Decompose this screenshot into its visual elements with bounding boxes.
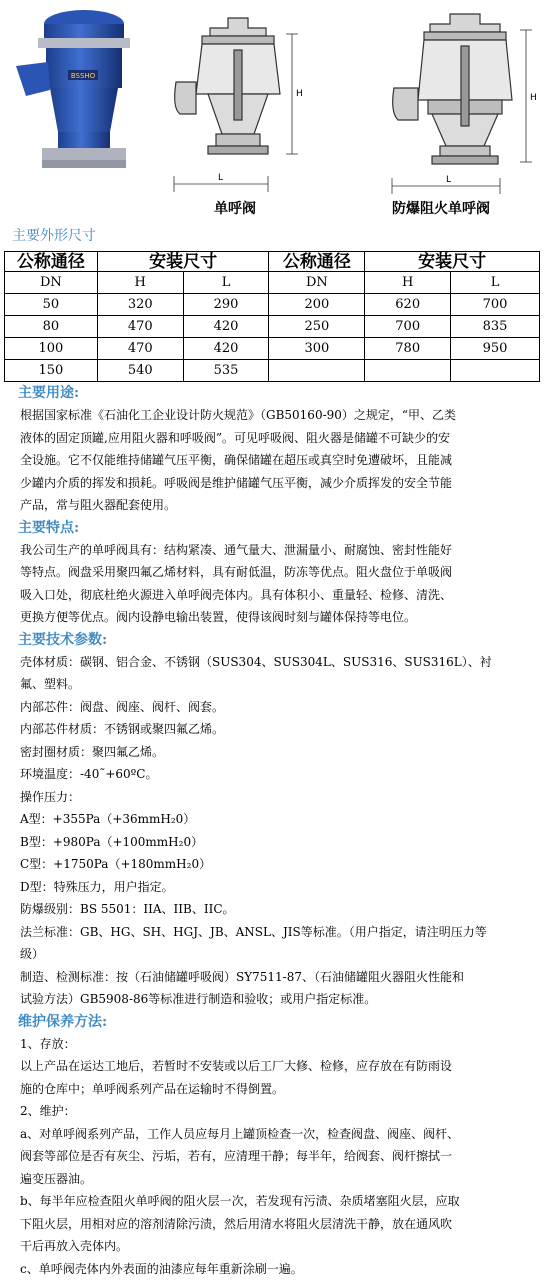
text-line: 以上产品在运达工地后，若暂时不安装或以后工厂大修、检修，应存放在有防雨设 <box>20 1055 540 1078</box>
table-cell <box>269 360 365 382</box>
text-line: 环境温度：-40˜+60ºC。 <box>20 763 540 786</box>
dim-l-label: L <box>218 173 223 183</box>
table-cell: 470 <box>97 316 183 338</box>
table-cell: 80 <box>5 316 98 338</box>
subheader-cell: DN <box>5 272 98 294</box>
text-line: 产品，常与阻火器配套使用。 <box>20 494 540 517</box>
text-line: 壳体材质：碳钢、铝合金、不锈钢（SUS304、SUS304L、SUS316、SUS316L）、衬 <box>20 651 540 674</box>
text-line: 密封圈材质：聚四氟乙烯。 <box>20 741 540 764</box>
table-cell <box>365 360 451 382</box>
table-cell: 950 <box>451 338 540 360</box>
table-cell <box>451 360 540 382</box>
text-line: 遍变压器油。 <box>20 1168 540 1191</box>
table-cell: 470 <box>97 338 183 360</box>
text-line: 试验方法）GB5908-86等标准进行制造和验收；或用户指定标准。 <box>20 988 540 1011</box>
table-cell: 535 <box>183 360 269 382</box>
table-row <box>5 316 540 338</box>
subheader-cell: L <box>183 272 269 294</box>
header-install-dims: 安装尺寸 <box>97 252 269 272</box>
text-line: a、对单呼阀系列产品，工作人员应每月上罐顶检查一次，检查阀盘、阀座、阀杆、 <box>20 1123 540 1146</box>
table-cell: 780 <box>365 338 451 360</box>
text-line: A型：+355Pa（+36mmH₂0） <box>20 808 540 831</box>
params-paragraph <box>20 651 540 1011</box>
features-heading: 主要特点: <box>18 517 540 539</box>
table-cell: 835 <box>451 316 540 338</box>
subheader-cell: DN <box>269 272 365 294</box>
table-cell: 320 <box>97 294 183 316</box>
text-line: 内部芯件材质：不锈钢或聚四氟乙烯。 <box>20 718 540 741</box>
usage-paragraph <box>20 404 540 517</box>
text-line: 我公司生产的单呼阀具有：结构紧凑、通气量大、泄漏量小、耐腐蚀、密封性能好 <box>20 539 540 562</box>
dim-h-label: H <box>296 89 303 99</box>
text-line: 1、存放： <box>20 1033 540 1056</box>
text-line: 阀套等部位是否有灰尘、污垢，若有，应清理干静；每半年，给阀套、阀杆擦拭一 <box>20 1145 540 1168</box>
dim-l-label-2: L <box>446 175 451 185</box>
product-figures <box>0 0 553 222</box>
text-line: 氟、塑料。 <box>20 673 540 696</box>
text-line: 级） <box>20 943 540 966</box>
spec-content <box>20 382 540 1280</box>
table-cell: 250 <box>269 316 365 338</box>
valve-photo <box>6 4 156 196</box>
table-cell: 200 <box>269 294 365 316</box>
table-cell: 300 <box>269 338 365 360</box>
text-line: 内部芯件：阀盘、阀座、阀杆、阀套。 <box>20 696 540 719</box>
text-line: 防爆级别：BS 5501：IIA、IIB、IIC。 <box>20 898 540 921</box>
flameproof-valve-drawing <box>388 4 543 199</box>
table-row <box>5 338 540 360</box>
dimensions-subtitle: 主要外形尺寸 <box>12 225 96 245</box>
text-line: 更换方便等优点。阀内设静电输出装置，使得该阀时刻与罐体保持等电位。 <box>20 606 540 629</box>
single-valve-drawing <box>168 4 308 199</box>
text-line: b、每半年应检查阻火单呼阀的阻火层一次，若发现有污渍、杂质堵塞阻火层，应取 <box>20 1190 540 1213</box>
usage-heading: 主要用途: <box>18 382 540 404</box>
header-install-dims-2: 安装尺寸 <box>365 252 540 272</box>
table-cell: 100 <box>5 338 98 360</box>
text-line: 等特点。阀盘采用聚四氟乙烯材料，具有耐低温，防冻等优点。阻火盘位于单吸阀 <box>20 561 540 584</box>
text-line: 施的仓库中；单呼阀系列产品在运输时不得倒置。 <box>20 1078 540 1101</box>
table-cell: 700 <box>451 294 540 316</box>
photo-label: BSSHO <box>71 72 96 80</box>
subheader-cell: H <box>97 272 183 294</box>
text-line: 干后再放入壳体内。 <box>20 1235 540 1258</box>
flameproof-valve-caption: 防爆阻火单呼阀 <box>392 198 490 218</box>
text-line: B型：+980Pa（+100mmH₂0） <box>20 831 540 854</box>
table-cell: 420 <box>183 316 269 338</box>
features-paragraph <box>20 539 540 629</box>
text-line: 少罐内介质的挥发和损耗。呼吸阀是维护储罐气压平衡，减少介质挥发的安全节能 <box>20 472 540 495</box>
text-line: C型：+1750Pa（+180mmH₂0） <box>20 853 540 876</box>
header-nominal-diameter: 公称通径 <box>5 252 98 272</box>
table-cell: 420 <box>183 338 269 360</box>
dim-h-label-2: H <box>530 93 537 103</box>
text-line: 根据国家标准《石油化工企业设计防火规范》（GB50160-90）之规定，“甲、乙类 <box>20 404 540 427</box>
table-row <box>5 294 540 316</box>
dimensions-table <box>4 251 540 382</box>
table-cell: 50 <box>5 294 98 316</box>
table-cell: 290 <box>183 294 269 316</box>
header-nominal-diameter-2: 公称通径 <box>269 252 365 272</box>
table-cell: 620 <box>365 294 451 316</box>
subheader-cell: H <box>365 272 451 294</box>
maintenance-paragraph <box>20 1033 540 1280</box>
params-heading: 主要技术参数: <box>18 629 540 651</box>
text-line: 法兰标准：GB、HG、SH、HGJ、JB、ANSL、JIS等标准。（用户指定，请注明压力等 <box>20 921 540 944</box>
text-line: c、单呼阀壳体内外表面的油漆应每年重新涂刷一遍。 <box>20 1258 540 1280</box>
table-cell: 540 <box>97 360 183 382</box>
text-line: 2、维护： <box>20 1100 540 1123</box>
single-valve-caption: 单呼阀 <box>214 198 256 218</box>
table-subheader-row <box>5 272 540 294</box>
subheader-cell: L <box>451 272 540 294</box>
table-row <box>5 360 540 382</box>
text-line: 制造、检测标准：按（石油储罐呼吸阀）SY7511-87、（石油储罐阻火器阻火性能和 <box>20 966 540 989</box>
text-line: 操作压力： <box>20 786 540 809</box>
table-cell: 700 <box>365 316 451 338</box>
text-line: 吸入口处，彻底杜绝火源进入单呼阀壳体内。具有体积小、重量轻、检修、清洗、 <box>20 584 540 607</box>
text-line: 全设施。它不仅能维持储罐气压平衡，确保储罐在超压或真空时免遭破坏，且能减 <box>20 449 540 472</box>
text-line: 下阻火层，用相对应的溶剂清除污渍，然后用清水将阻火层清洗干静，放在通风吹 <box>20 1213 540 1236</box>
text-line: 液体的固定顶罐,应用阻火器和呼吸阀”。可见呼吸阀、阻火器是储罐不可缺少的安 <box>20 427 540 450</box>
maintenance-heading: 维护保养方法: <box>18 1011 540 1033</box>
table-cell: 150 <box>5 360 98 382</box>
table-header-row <box>5 252 540 272</box>
text-line: D型：特殊压力，用户指定。 <box>20 876 540 899</box>
